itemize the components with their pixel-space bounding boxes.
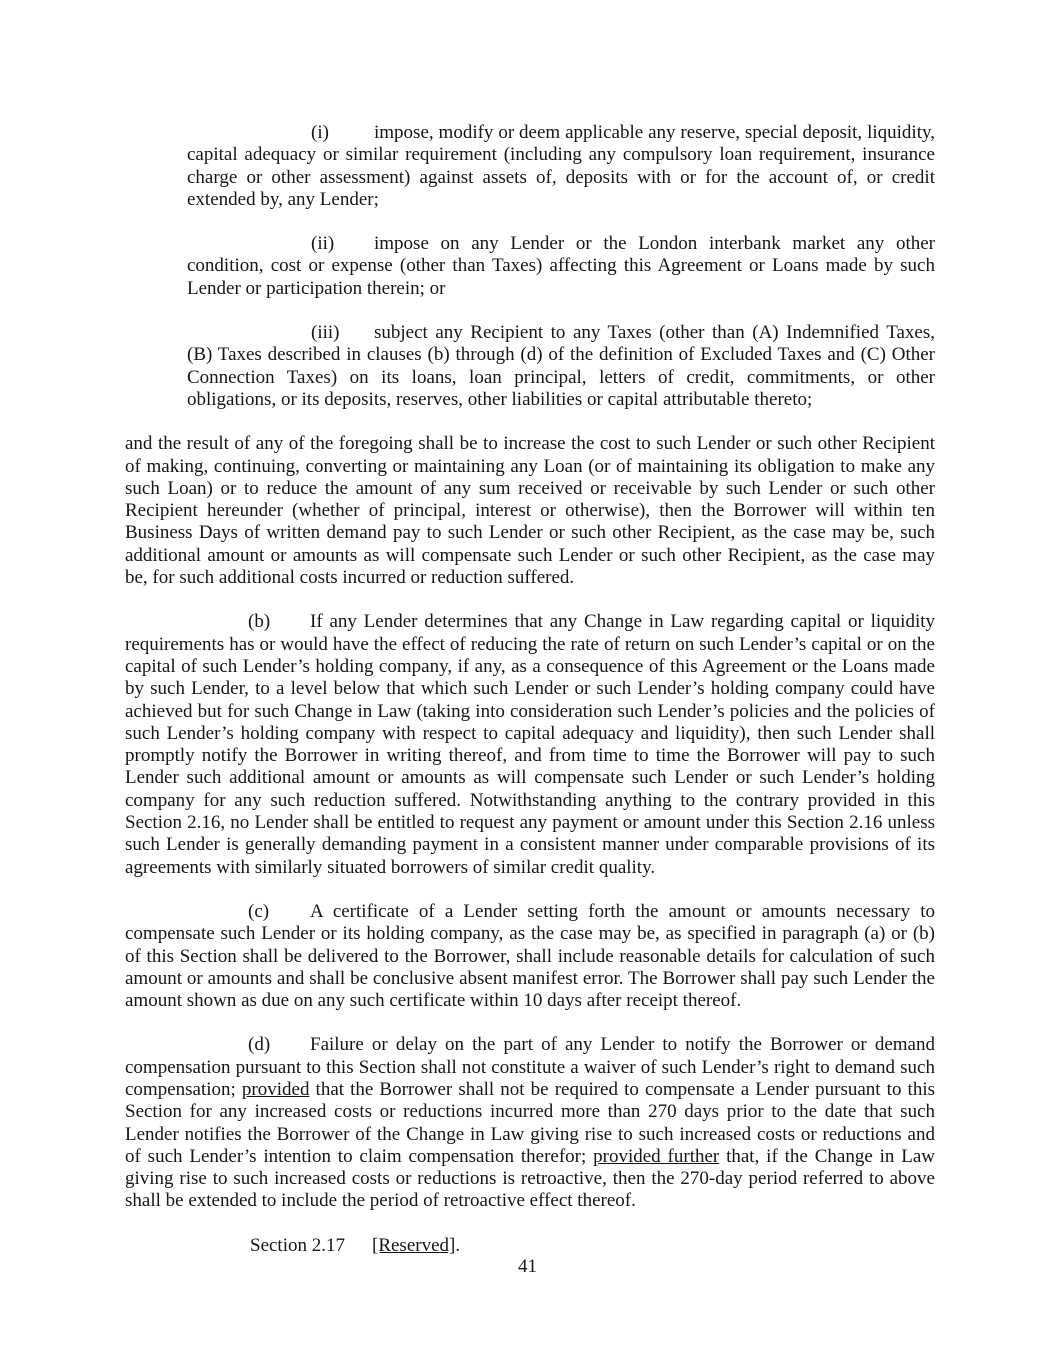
clause-iii-text: subject any Recipient to any Taxes (other than (A) Indemnified Taxes, (B) Taxes described in clauses (b) through (d) of the definition of Excluded Taxes and (C) Other Connection Taxes) on its loans, loan principal, letters of credit, commitments, or other obligations, or its deposits, reserves, other liabilities or capital attributable thereto;: [187, 322, 935, 410]
section-2-17-number: Section 2.17: [250, 1234, 345, 1256]
clause-iii: [187, 322, 935, 411]
paragraph-c-label: (c): [248, 900, 270, 922]
paragraph-c: [125, 901, 935, 1012]
clause-iii-label: (iii): [311, 322, 340, 344]
section-2-17-heading: [125, 1235, 935, 1257]
paragraph-b-label: (b): [248, 611, 271, 633]
clause-ii: [187, 233, 935, 300]
clause-i-text: impose, modify or deem applicable any reserve, special deposit, liquidity, capital adequacy or similar requirement (including any compulsory loan requirement, insurance charge or other assessment) against assets of, deposits with or for the account of, or credit extended by, any Lender;: [187, 122, 935, 210]
result-paragraph: and the result of any of the foregoing shall be to increase the cost to such Lender or such other Recipient of making, continuing, converting or maintaining any Loan (or of maintaining its obligation to make any such Loan) or to reduce the amount of any sum received or receivable by such Lender or such other Recipient hereunder (whether of principal, interest or otherwise), then the Borrower will within ten Business Days of written demand pay to such Lender or such other Recipient, as the case may be, such additional amount or amounts as will compensate such Lender or such other Recipient, as the case may be, for such additional costs incurred or reduction suffered.: [125, 433, 935, 589]
section-2-17-period: .: [455, 1234, 461, 1256]
page-number: 41: [518, 1256, 537, 1277]
paragraph-b-text: If any Lender determines that any Change in Law regarding capital or liquidity requirements has or would have the effect of reducing the rate of return on such Lender’s capital or on the capital of such Lender’s holding company, if any, as a consequence of this Agreement or the Loans made by such Lender, to a level below that which such Lender or such Lender’s holding company could have achieved but for such Change in Law (taking into consideration such Lender’s policies and the policies of such Lender’s holding company with respect to capital adequacy and liquidity), then such Lender shall promptly notify the Borrower in writing thereof, and from time to time the Borrower will pay to such Lender such additional amount or amounts as will compensate such Lender or such Lender’s holding company for any such reduction suffered. Notwithstanding anything to the contrary provided in this Section 2.16, no Lender shall be entitled to request any payment or amount under this Section 2.16 unless such Lender is generally demanding payment in a consistent manner under comparable provisions of its agreements with similarly situated borrowers of similar credit quality.: [125, 611, 935, 878]
paragraph-d-text-3: that, if the Change in Law giving rise to such increased costs or reductions is retroactive, then the 270-day period referred to above shall be extended to include the period of retroactive effect thereof.: [125, 1145, 936, 1212]
clause-i-label: (i): [311, 122, 329, 143]
clause-i: [187, 122, 935, 211]
document-body: [125, 122, 935, 1279]
clause-ii-text: impose on any Lender or the London interbank market any other condition, cost or expense (other than Taxes) affecting this Agreement or Loans made by such Lender or participation therein; or: [187, 233, 935, 299]
paragraph-d-label: (d): [248, 1034, 271, 1056]
clause-ii-label: (ii): [311, 233, 335, 255]
paragraph-d-proviso-1: provided: [241, 1078, 310, 1100]
paragraph-d-text-2: that the Borrower shall not be required to compensate a Lender pursuant to this Section for any increased costs or reductions incurred more than 270 days prior to the date that such Lender notifies the Borrower of the Change in Law giving rise to such increased costs or reductions and of such Lender’s intention to claim compensation therefor;: [125, 1078, 935, 1167]
paragraph-d: [125, 1034, 935, 1212]
paragraph-b: [125, 611, 935, 879]
section-2-17-reserved: [Reserved]: [372, 1234, 456, 1256]
paragraph-d-text-1: Failure or delay on the part of any Lender to notify the Borrower or demand compensation pursuant to this Section shall not constitute a waiver of such Lender’s right to demand such compensation;: [125, 1034, 935, 1100]
paragraph-d-proviso-2: provided further: [593, 1145, 720, 1167]
paragraph-c-text: A certificate of a Lender setting forth the amount or amounts necessary to compensate such Lender or its holding company, as the case may be, as specified in paragraph (a) or (b) of this Section shall be delivered to the Borrower, shall include reasonable details for calculation of such amount or amounts and shall be conclusive absent manifest error. The Borrower shall pay such Lender the amount shown as due on any such certificate within 10 days after receipt thereof.: [125, 900, 935, 1012]
